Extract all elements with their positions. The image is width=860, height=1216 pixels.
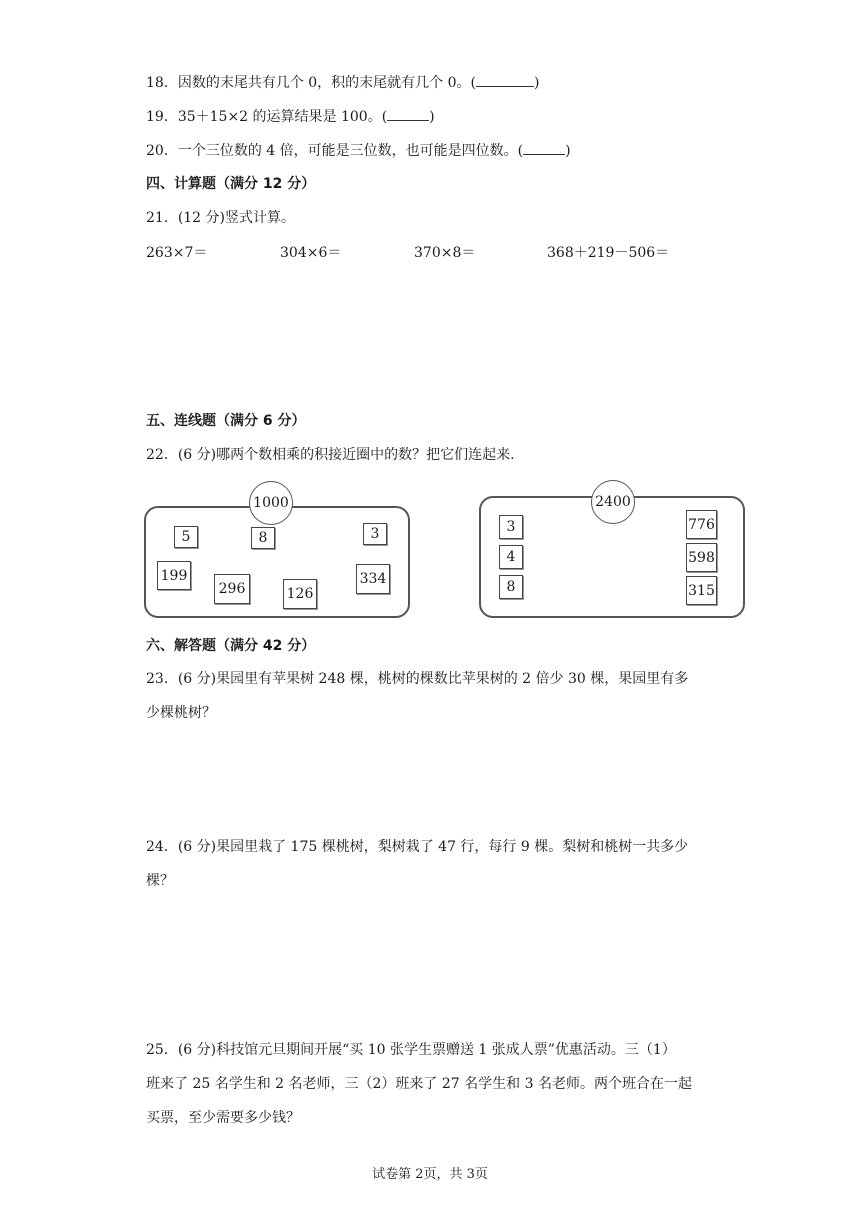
question-19 bbox=[146, 106, 435, 127]
number-box-199[interactable]: 199 bbox=[157, 561, 191, 590]
question-20 bbox=[146, 140, 571, 161]
target-circle-1000: 1000 bbox=[249, 481, 293, 525]
question-23-line-1: 23．(6 分)果园里有苹果树 248 棵，桃树的棵数比苹果树的 2 倍少 30 棵，果园里有多 bbox=[146, 671, 689, 687]
number-box-776[interactable]: 776 bbox=[686, 510, 717, 539]
question-25-line-1: 25．(6 分)科技馆元旦期间开展“买 10 张学生票赠送 1 张成人票”优惠活动。三（1） bbox=[146, 1042, 676, 1058]
section-5-title: 五、连线题（满分 6 分） bbox=[146, 413, 306, 429]
question-19-text: 19．35＋15×2 的运算结果是 100。( bbox=[146, 109, 388, 125]
question-21: 21．(12 分)竖式计算。 bbox=[146, 210, 296, 226]
question-20-close: ) bbox=[565, 143, 571, 159]
number-box-8[interactable]: 8 bbox=[251, 527, 275, 549]
number-box-296[interactable]: 296 bbox=[214, 574, 250, 604]
number-box-r4[interactable]: 4 bbox=[499, 545, 523, 569]
question-22: 22．(6 分)哪两个数相乘的积接近圈中的数？把它们连起来. bbox=[146, 447, 515, 463]
question-18-text: 18．因数的末尾共有几个 0，积的末尾就有几个 0。( bbox=[146, 75, 476, 91]
target-circle-2400: 2400 bbox=[591, 480, 635, 524]
number-box-315[interactable]: 315 bbox=[686, 576, 717, 605]
number-box-r8[interactable]: 8 bbox=[499, 575, 523, 599]
question-19-close: ) bbox=[429, 109, 435, 125]
question-25-line-3: 买票，至少需要多少钱？ bbox=[146, 1110, 300, 1126]
question-24-line-1: 24．(6 分)果园里栽了 175 棵桃树，梨树栽了 47 行，每行 9 棵。梨树和桃树一共多少 bbox=[146, 839, 689, 855]
calc-item-2: 304×6＝ bbox=[280, 245, 342, 261]
calc-item-4: 368＋219－506＝ bbox=[547, 245, 670, 261]
number-box-334[interactable]: 334 bbox=[356, 564, 390, 594]
answer-blank-19[interactable] bbox=[387, 106, 429, 121]
section-6-title: 六、解答题（满分 42 分） bbox=[146, 638, 316, 654]
section-4-title: 四、计算题（满分 12 分） bbox=[146, 176, 316, 192]
page-footer: 试卷第 2页，共 3页 bbox=[372, 1167, 488, 1182]
number-box-598[interactable]: 598 bbox=[686, 543, 717, 572]
question-25-line-2: 班来了 25 名学生和 2 名老师，三（2）班来了 27 名学生和 3 名老师。两个班合在一起 bbox=[146, 1076, 692, 1092]
number-box-5[interactable]: 5 bbox=[174, 526, 198, 548]
question-24-line-2: 棵？ bbox=[146, 873, 174, 889]
question-18 bbox=[146, 72, 539, 93]
question-23-line-2: 少棵桃树？ bbox=[146, 705, 216, 721]
number-box-126[interactable]: 126 bbox=[283, 579, 317, 609]
number-box-r3[interactable]: 3 bbox=[499, 515, 523, 539]
answer-blank-18[interactable] bbox=[476, 72, 534, 87]
question-18-close: ) bbox=[534, 75, 540, 91]
answer-blank-20[interactable] bbox=[523, 140, 565, 155]
calc-item-3: 370×8＝ bbox=[414, 245, 476, 261]
question-20-text: 20．一个三位数的 4 倍，可能是三位数，也可能是四位数。( bbox=[146, 143, 524, 159]
calc-item-1: 263×7＝ bbox=[146, 245, 208, 261]
number-box-3[interactable]: 3 bbox=[363, 523, 387, 545]
